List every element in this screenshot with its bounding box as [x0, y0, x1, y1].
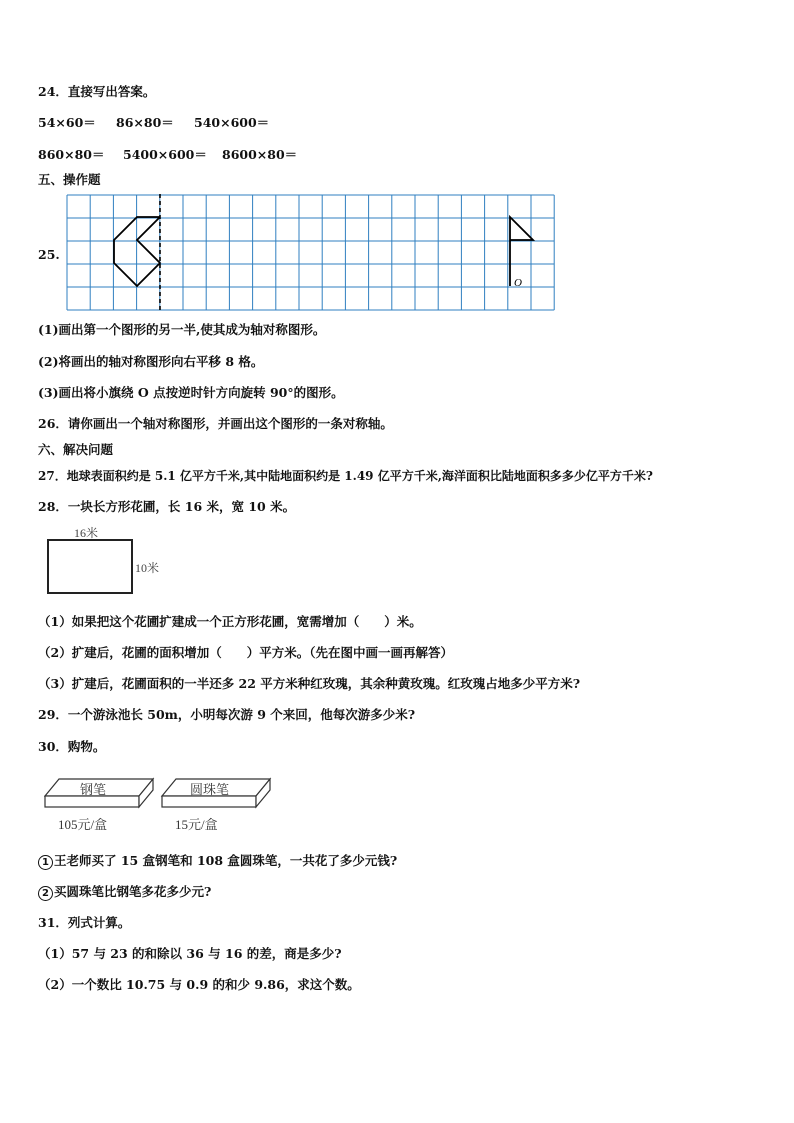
section-5-title: 五、操作题: [38, 172, 101, 187]
q30-text: 30．购物。: [38, 739, 106, 754]
q25-line-2: (2)将画出的轴对称图形向右平移 8 格。: [38, 354, 264, 369]
q28-sub-3: （3）扩建后，花圃面积的一半还多 22 平方米种红玫瑰，其余种黄玫瑰。红玫瑰占地多少平方米?: [38, 676, 581, 691]
q28-sub-2: （2）扩建后，花圃的面积增加（ ）平方米。（先在图中画一画再解答）: [38, 645, 453, 660]
q30-sub-1: [38, 853, 397, 870]
q31-text: 31．列式计算。: [38, 915, 131, 930]
pen-box: [45, 779, 153, 832]
length-label: 16米: [74, 526, 99, 540]
pen-price: 105元/盒: [58, 817, 108, 832]
pen-name: 钢笔: [80, 782, 107, 797]
q29-text: 29．一个游泳池长 50m，小明每次游 9 个来回，他每次游多少米?: [38, 707, 416, 722]
flag-shape: [510, 217, 533, 286]
q28-sub-1: （1）如果把这个花圃扩建成一个正方形花圃，宽需增加（ ）米。: [38, 614, 422, 629]
garden-rectangle-figure: [44, 524, 184, 598]
circled-number: 2: [38, 886, 53, 901]
grid-lines: [67, 195, 554, 310]
ballpen-price: 15元/盒: [175, 817, 218, 832]
calc-item: 860×80＝: [38, 147, 105, 162]
q25-line-1: (1)画出第一个图形的另一半,使其成为轴对称图形。: [38, 322, 326, 337]
calc-item: 86×80＝: [116, 115, 174, 130]
q24-title: 24．直接写出答案。: [38, 84, 156, 99]
calc-item: 5400×600＝: [123, 147, 207, 162]
q25-line-3: (3)画出将小旗绕 O 点按逆时针方向旋转 90°的图形。: [38, 385, 344, 400]
garden-rectangle: [48, 540, 132, 593]
point-o-label: O: [514, 277, 522, 289]
q27-text: 27．地球表面积约是 5.1 亿平方千米,其中陆地面积约是 1.49 亿平方千米,海洋面积比陆地面积多多少亿平方千米?: [38, 469, 653, 483]
width-label: 10米: [135, 561, 160, 575]
calc-item: 54×60＝: [38, 115, 96, 130]
ballpen-name: 圆珠笔: [190, 782, 230, 797]
ballpen-box: [162, 779, 270, 832]
grid-figure: [66, 194, 558, 312]
q25-number: 25.: [38, 247, 60, 262]
q28-text: 28．一块长方形花圃，长 16 米，宽 10 米。: [38, 499, 296, 514]
q31-sub-2: （2）一个数比 10.75 与 0.9 的和少 9.86，求这个数。: [38, 977, 360, 992]
q31-sub-1: （1）57 与 23 的和除以 36 与 16 的差，商是多少?: [38, 946, 342, 961]
section-6-title: 六、解决问题: [38, 442, 114, 457]
shopping-boxes-figure: [44, 774, 276, 836]
calc-item: 8600×80＝: [222, 147, 298, 162]
q26-text: 26．请你画出一个轴对称图形，并画出这个图形的一条对称轴。: [38, 416, 393, 431]
q30-sub-2: [38, 884, 211, 901]
circled-number: 1: [38, 855, 53, 870]
q30-sub-1-text: 王老师买了 15 盒钢笔和 108 盒圆珠笔，一共花了多少元钱?: [54, 853, 398, 868]
q30-sub-2-text: 买圆珠笔比钢笔多花多少元?: [54, 884, 212, 899]
calc-item: 540×600＝: [194, 115, 270, 130]
